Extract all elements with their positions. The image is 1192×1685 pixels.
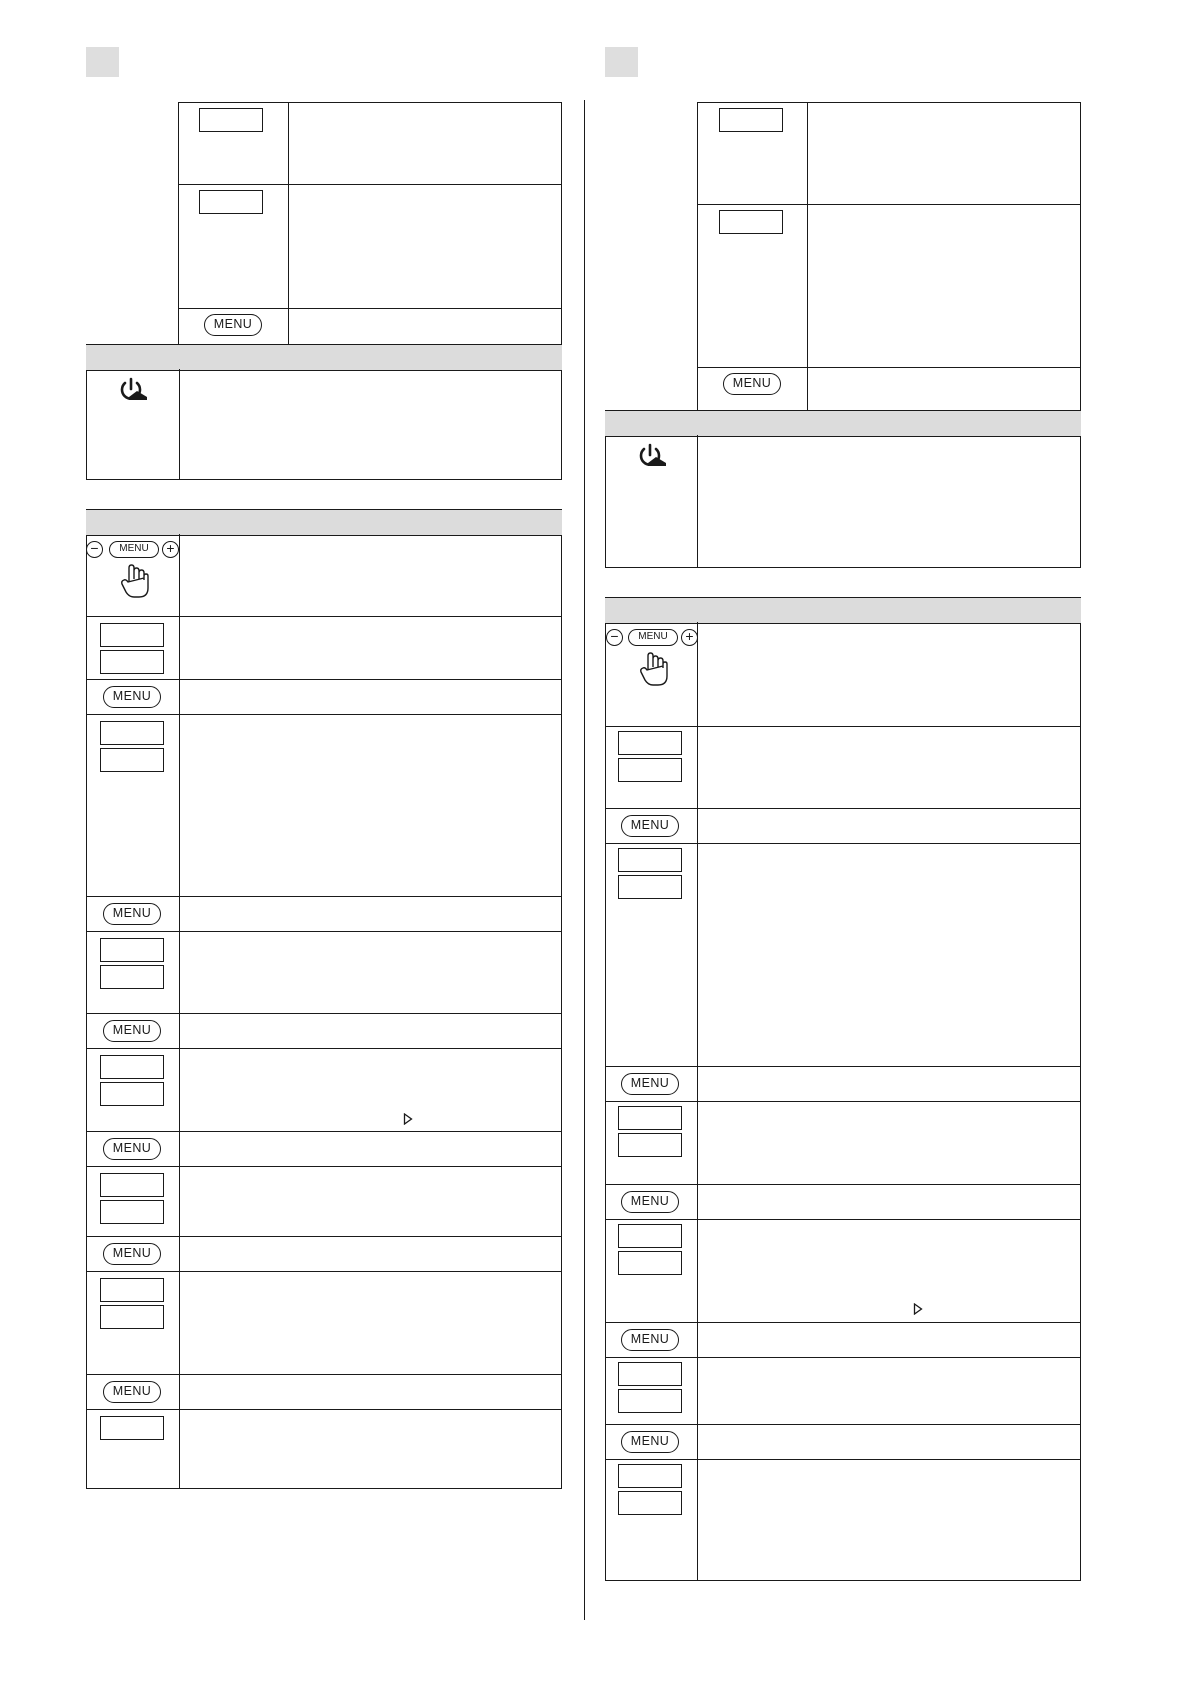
lcd-display	[100, 965, 164, 989]
menu-button: MENU	[103, 903, 161, 925]
lcd-display	[100, 1173, 164, 1197]
menu-button: MENU	[723, 373, 781, 395]
play-triangle-icon	[403, 1113, 413, 1125]
minus-button: −	[606, 629, 623, 646]
lcd-display	[618, 1224, 682, 1248]
lcd-display	[618, 758, 682, 782]
lcd-display	[100, 748, 164, 772]
section-tag-left	[86, 47, 119, 77]
lcd-display	[618, 1491, 682, 1515]
lcd-display	[100, 1416, 164, 1440]
plus-button: +	[681, 629, 698, 646]
lcd-display	[618, 1133, 682, 1157]
menu-button: MENU	[103, 686, 161, 708]
section-tag-right	[605, 47, 638, 77]
lcd-display	[618, 1389, 682, 1413]
lcd-display	[199, 108, 263, 132]
lcd-display	[100, 650, 164, 674]
left-main-table	[86, 509, 562, 1489]
lcd-display	[618, 875, 682, 899]
minus-button: −	[86, 541, 103, 558]
menu-button: MENU	[628, 629, 678, 646]
menu-button: MENU	[621, 815, 679, 837]
menu-button: MENU	[621, 1191, 679, 1213]
table-header	[605, 597, 1081, 624]
lcd-display	[100, 1055, 164, 1079]
hand-press-icon	[121, 562, 151, 600]
menu-button: MENU	[103, 1138, 161, 1160]
lcd-display	[100, 1082, 164, 1106]
menu-button: MENU	[103, 1243, 161, 1265]
lcd-display	[618, 731, 682, 755]
left-power-block	[86, 344, 562, 480]
power-hand-icon	[634, 441, 670, 473]
lcd-display	[100, 721, 164, 745]
lcd-display	[100, 1305, 164, 1329]
lcd-display	[100, 1278, 164, 1302]
lcd-display	[618, 1362, 682, 1386]
table-header	[605, 410, 1081, 437]
menu-button: MENU	[109, 541, 159, 558]
lcd-display	[100, 1200, 164, 1224]
lcd-display	[100, 938, 164, 962]
lcd-display	[199, 190, 263, 214]
menu-button: MENU	[103, 1020, 161, 1042]
lcd-display	[719, 210, 783, 234]
power-hand-icon	[115, 375, 151, 407]
lcd-display	[100, 623, 164, 647]
lcd-display	[618, 1106, 682, 1130]
menu-button: MENU	[621, 1431, 679, 1453]
lcd-display	[618, 1464, 682, 1488]
menu-button: MENU	[204, 314, 262, 336]
right-main-table	[605, 597, 1081, 1581]
table-header	[86, 344, 562, 371]
lcd-display	[618, 848, 682, 872]
hand-press-icon	[640, 650, 670, 688]
menu-button: MENU	[103, 1381, 161, 1403]
right-power-block	[605, 410, 1081, 568]
lcd-display	[618, 1251, 682, 1275]
lcd-display	[719, 108, 783, 132]
column-divider	[584, 100, 585, 1620]
table-header	[86, 509, 562, 536]
plus-button: +	[162, 541, 179, 558]
menu-button: MENU	[621, 1073, 679, 1095]
play-triangle-icon	[913, 1303, 923, 1315]
menu-button: MENU	[621, 1329, 679, 1351]
